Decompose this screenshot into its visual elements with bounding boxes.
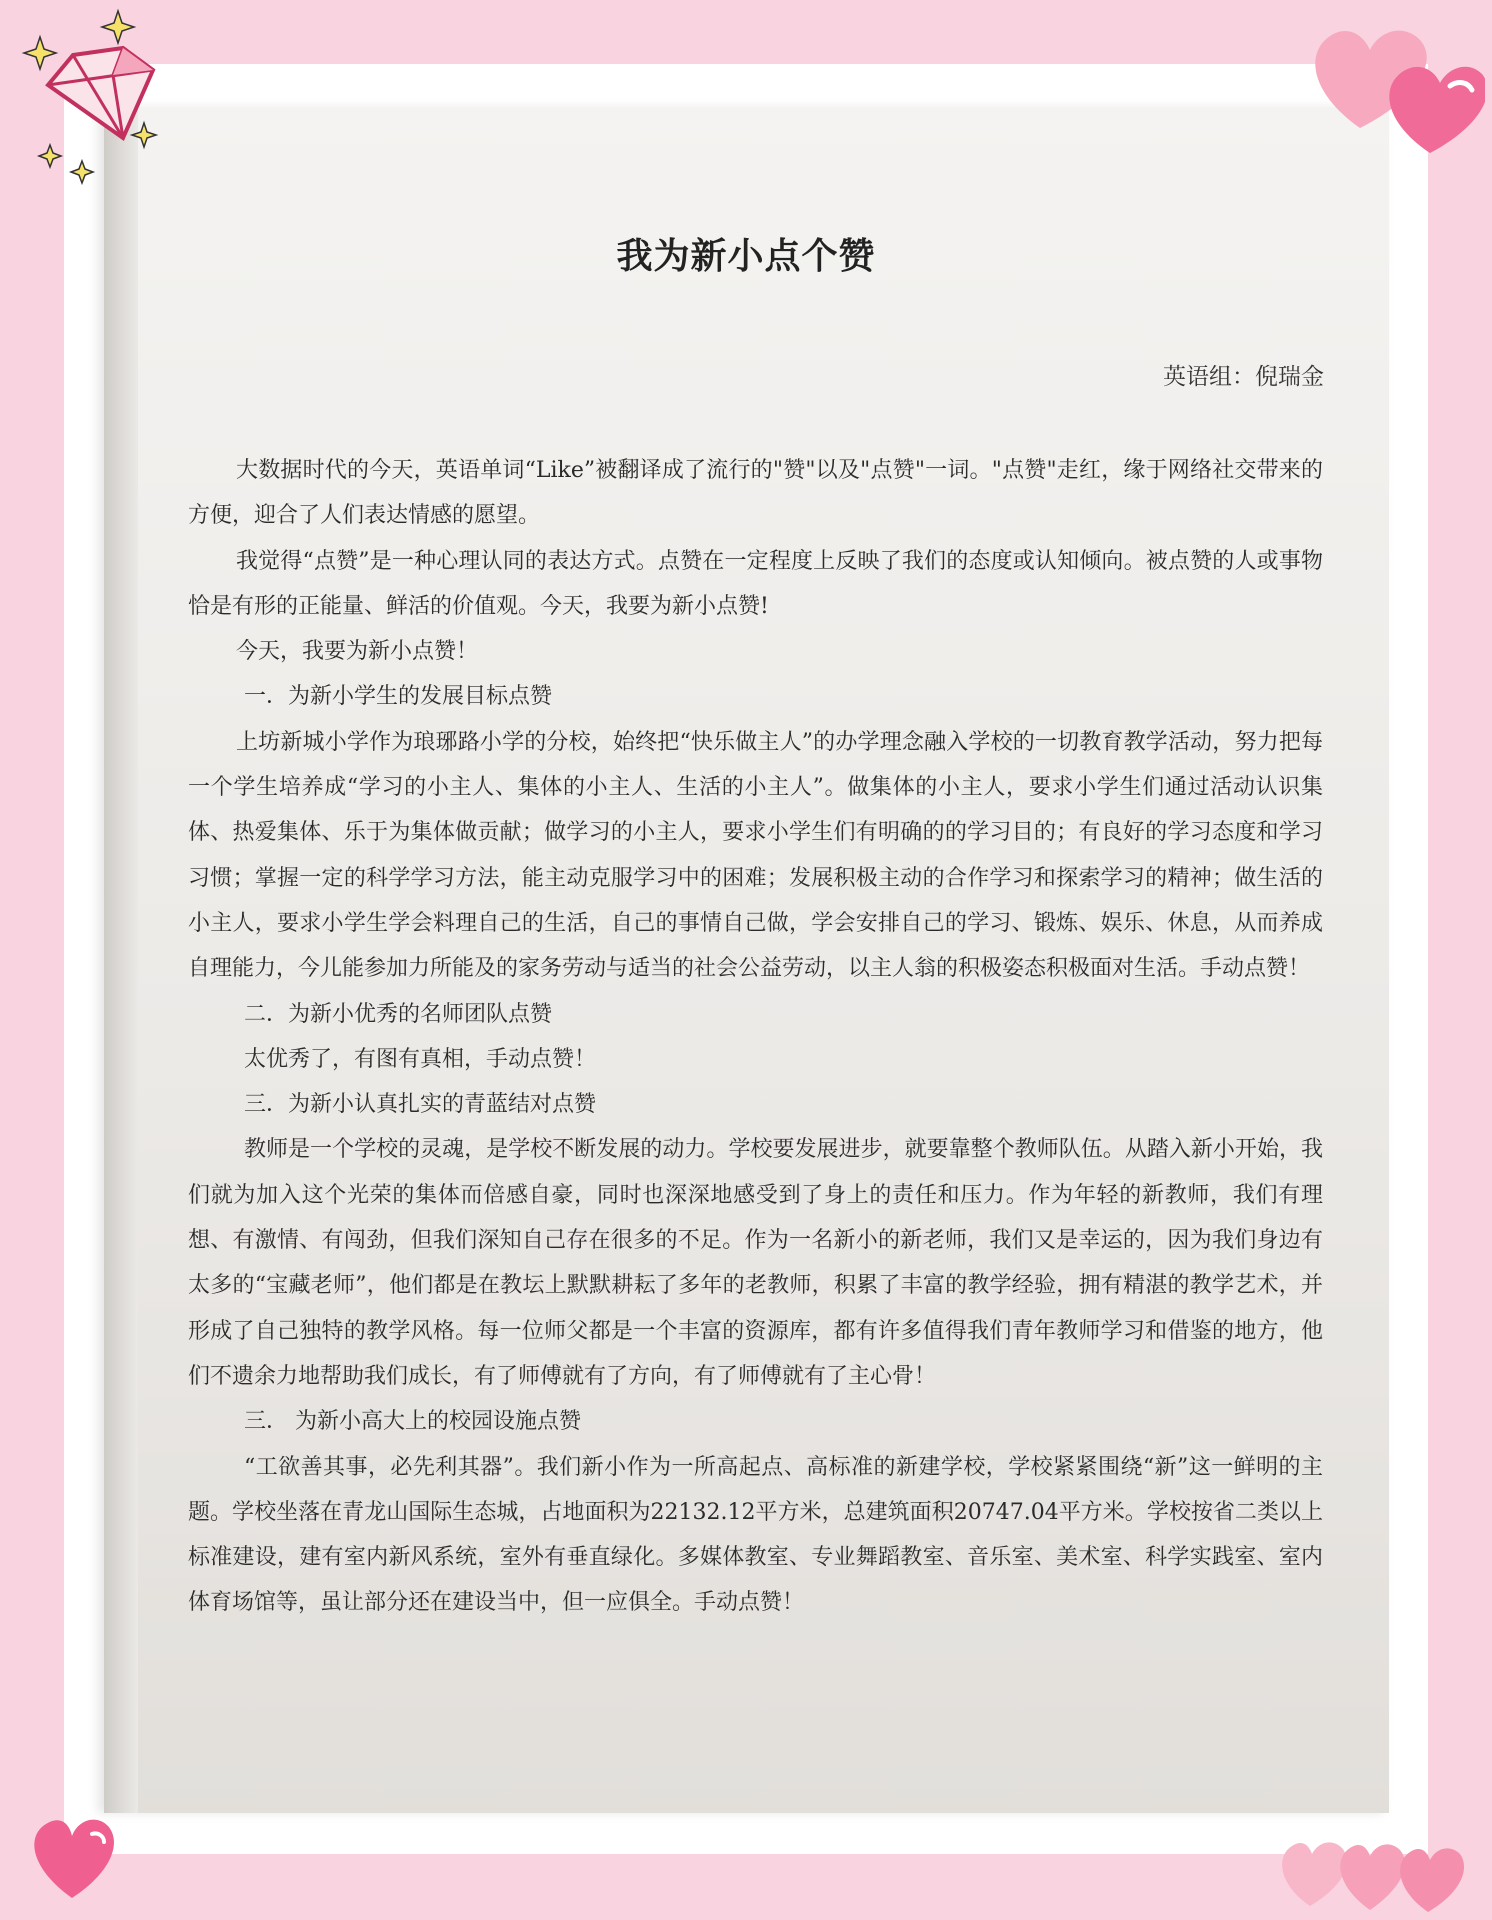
paragraph: 太优秀了，有图有真相，手动点赞！: [244, 1046, 597, 1072]
paragraph: “工欲善其事，必先利其器”。我们新小作为一所高起点、高标准的新建学校，学校紧紧围绕“新”这一鲜明的主题。学校坐落在青龙山国际生态城，占地面积为22132.12平方米，总建筑面积20747.04平方米。学校按省二类以上标准建设，建有室内新风系统，室外有垂直绿化。多媒体教室、专业舞蹈教室、音乐室、美术室、科学实践室、室内体育场馆等，虽让部分还在建设当中，但一应俱全。手动点赞！: [188, 1454, 1323, 1616]
paragraph: 今天，我要为新小点赞！: [236, 639, 479, 665]
sparkle-icon: [20, 5, 160, 185]
section-heading: 三．为新小认真扎实的青蓝结对点赞: [244, 1092, 597, 1118]
heart-icon: [1270, 1826, 1470, 1916]
document-body: [188, 448, 1323, 1626]
section-heading: 二．为新小优秀的名师团队点赞: [244, 1001, 553, 1027]
heart-icon: [1300, 8, 1485, 168]
document-title: 我为新小点个赞: [616, 235, 876, 277]
section-heading: 三． 为新小高大上的校园设施点赞: [244, 1409, 581, 1435]
section-heading: 一．为新小学生的发展目标点赞: [244, 684, 553, 710]
paragraph: 大数据时代的今天，英语单词“Like”被翻译成了流行的"赞"以及"点赞"一词。"点赞"走红，缘于网络社交带来的方便，迎合了人们表达情感的愿望。: [188, 458, 1323, 529]
paragraph: 教师是一个学校的灵魂，是学校不断发展的动力。学校要发展进步，就要靠整个教师队伍。从踏入新小开始，我们就为加入这个光荣的集体而倍感自豪，同时也深深地感受到了身上的责任和压力。作为年轻的新教师，我们有理想、有激情、有闯劲，但我们深知自己存在很多的不足。作为一名新小的新老师，我们又是幸运的，因为我们身边有太多的“宝藏老师”，他们都是在教坛上默默耕耘了多年的老教师，积累了丰富的教学经验，拥有精湛的教学艺术，并形成了自己独特的教学风格。每一位师父都是一个丰富的资源库，都有许多值得我们青年教师学习和借鉴的地方，他们不遗余力地帮助我们成长，有了师傅就有了方向，有了师傅就有了主心骨！: [188, 1137, 1323, 1389]
paragraph: 我觉得“点赞”是一种心理认同的表达方式。点赞在一定程度上反映了我们的态度或认知倾向。被点赞的人或事物恰是有形的正能量、鲜活的价值观。今天，我要为新小点赞!: [188, 548, 1323, 619]
heart-icon: [22, 1806, 122, 1906]
paper-edge: [104, 108, 138, 1813]
author-line: 英语组：倪瑞金: [1163, 364, 1324, 390]
paragraph: 上坊新城小学作为琅琊路小学的分校，始终把“快乐做主人”的办学理念融入学校的一切教育教学活动，努力把每一个学生培养成“学习的小主人、集体的小主人、生活的小主人”。做集体的小主人，要求小学生们通过活动认识集体、热爱集体、乐于为集体做贡献；做学习的小主人，要求小学生们有明确的的学习目的；有良好的学习态度和学习习惯；掌握一定的科学学习方法，能主动克服学习中的困难；发展积极主动的合作学习和探索学习的精神；做生活的小主人，要求小学生学会料理自己的生活，自己的事情自己做，学会安排自己的学习、锻炼、娱乐、休息，从而养成自理能力，今儿能参加力所能及的家务劳动与适当的社会公益劳动，以主人翁的积极姿态积极面对生活。手动点赞！: [188, 729, 1323, 982]
